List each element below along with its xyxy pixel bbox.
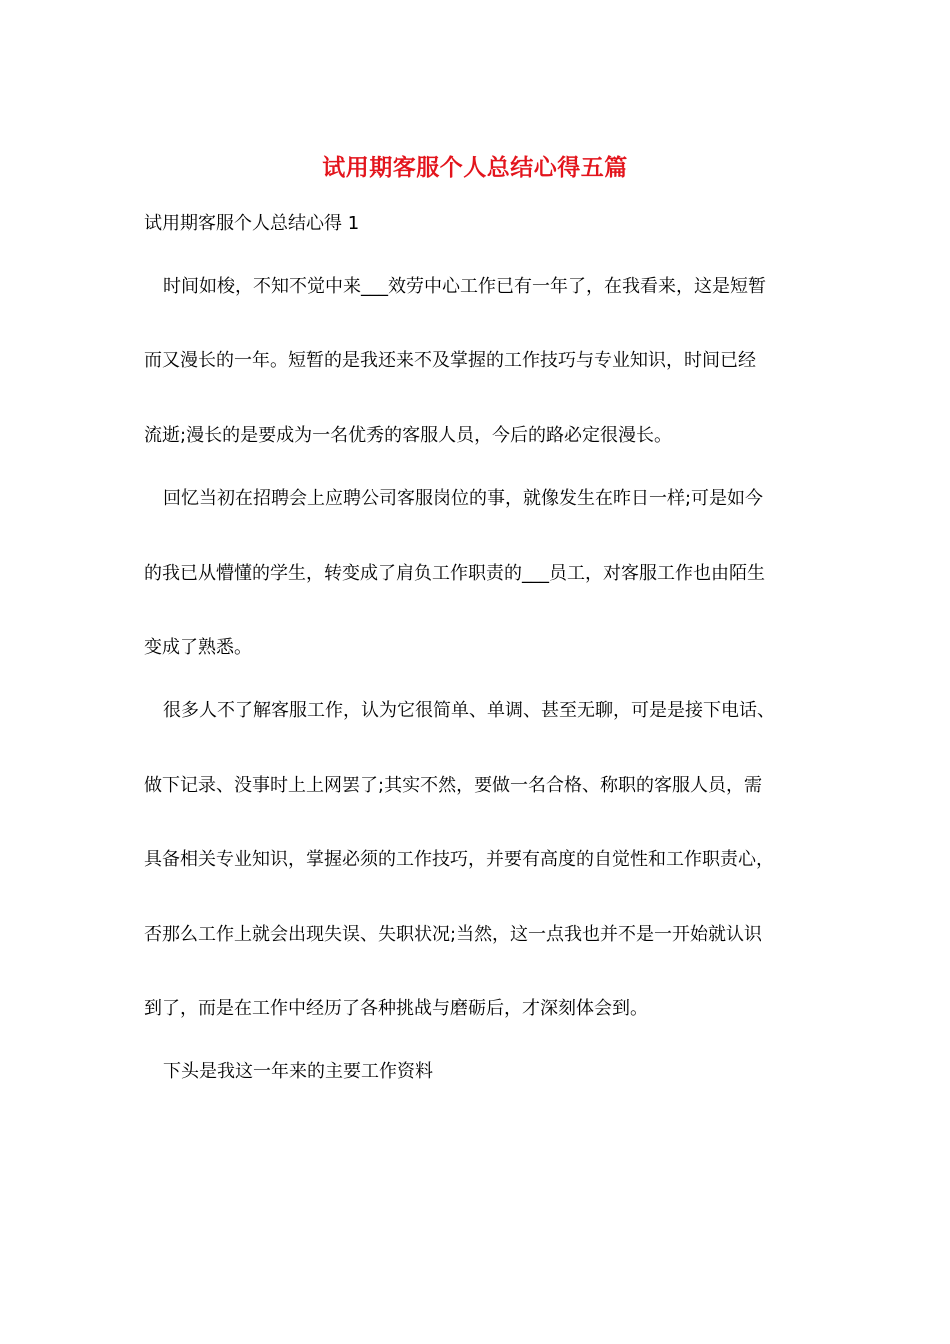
paragraph-line: 流逝;漫长的是要成为一名优秀的客服人员，今后的路必定很漫长。 [144,425,673,446]
paragraph-line: 时间如梭，不知不觉中来___效劳中心工作已有一年了，在我看来，这是短暂 [163,276,766,297]
paragraph-line: 而又漫长的一年。短暂的是我还来不及掌握的工作技巧与专业知识，时间已经 [144,350,756,371]
document-title: 试用期客服个人总结心得五篇 [322,155,628,181]
paragraph-line: 到了，而是在工作中经历了各种挑战与磨砺后，才深刻体会到。 [144,998,648,1019]
paragraph-line: 的我已从懵懂的学生，转变成了肩负工作职责的___员工，对客服工作也由陌生 [144,563,765,584]
paragraph-line: 变成了熟悉。 [144,637,252,658]
paragraph-line: 否那么工作上就会出现失误、失职状况;当然，这一点我也并不是一开始就认识 [144,924,763,945]
section-heading: 试用期客服个人总结心得 1 [144,213,360,234]
paragraph-line: 具备相关专业知识，掌握必须的工作技巧，并要有高度的自觉性和工作职责心， [144,849,774,870]
paragraph-line: 做下记录、没事时上上网罢了;其实不然，要做一名合格、称职的客服人员，需 [144,775,763,796]
paragraph-line: 很多人不了解客服工作，认为它很简单、单调、甚至无聊，可是是接下电话、 [163,700,775,721]
paragraph-line: 回忆当初在招聘会上应聘公司客服岗位的事，就像发生在昨日一样;可是如今 [163,488,764,509]
paragraph-line: 下头是我这一年来的主要工作资料 [163,1061,433,1082]
